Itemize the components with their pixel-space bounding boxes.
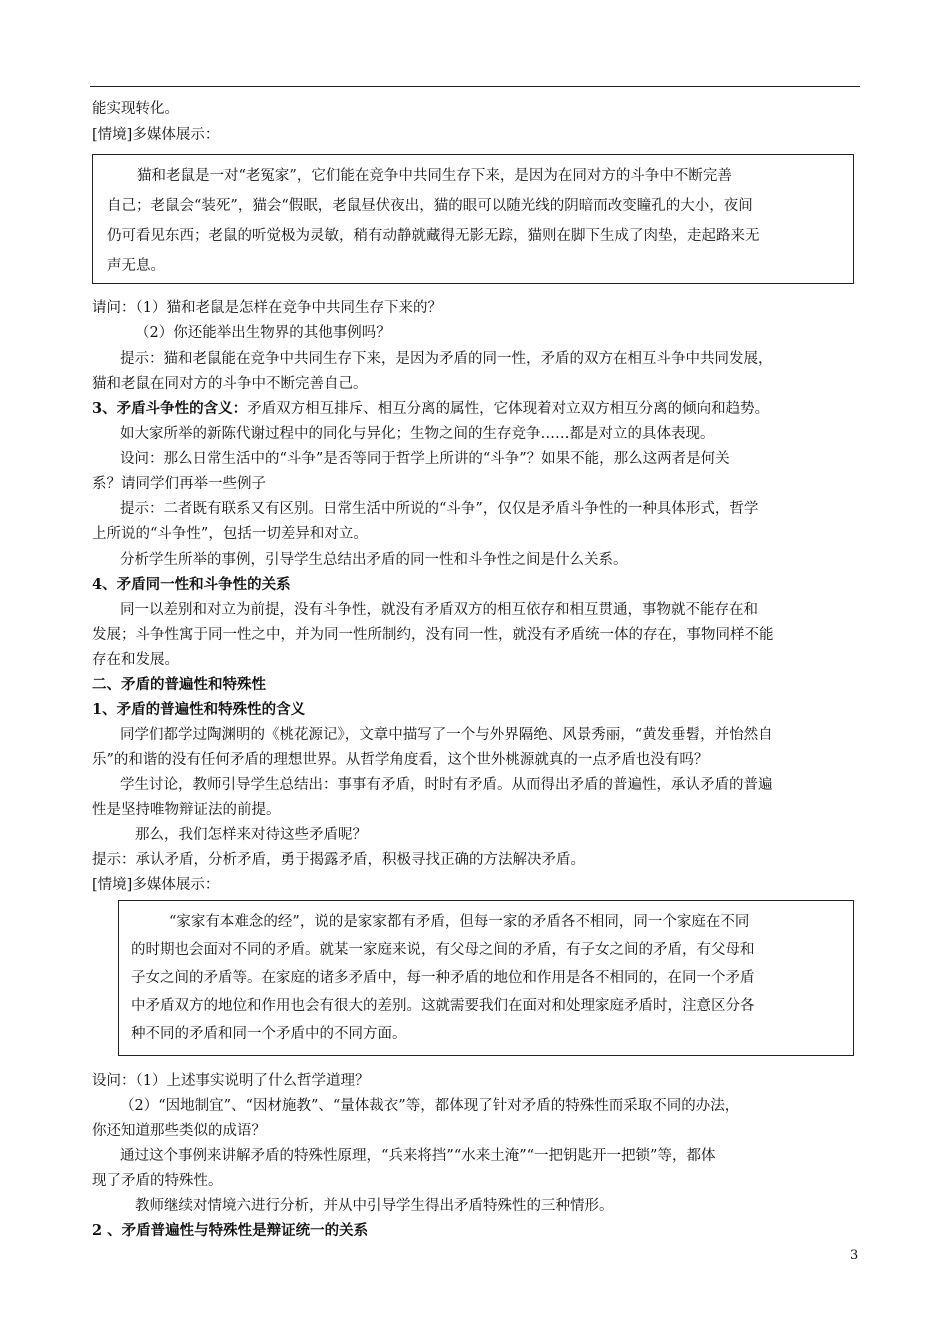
box-line: 自己；老鼠会“装死”，猫会“假眠，老鼠昼伏夜出，猫的眼可以随光线的阴暗而改变瞳孔的大小，夜间 <box>107 198 753 214</box>
section-heading: 3、矛盾斗争性的含义： <box>92 400 248 417</box>
text-line: 同一以差别和对立为前提，没有斗争性，就没有矛盾双方的相互依存和相互贯通，事物就不能存在和 <box>120 602 758 618</box>
text-line: 发展；斗争性寓于同一性之中，并为同一性所制约，没有同一性，就没有矛盾统一体的存在，事物同样不能 <box>92 627 774 643</box>
scenario-box-2 <box>118 900 854 1056</box>
text-line: 同学们都学过陶渊明的《桃花源记》，文章中描写了一个与外界隔绝、风景秀丽，“黄发垂髫，并怡然自 <box>120 727 773 743</box>
section-heading: 2 、矛盾普遍性与特殊性是辩证统一的关系 <box>92 1222 369 1239</box>
text-line: 那么，我们怎样来对待这些矛盾呢？ <box>135 827 367 843</box>
box-line: 中矛盾双方的地位和作用也会有很大的差别。这就需要我们在面对和处理家庭矛盾时，注意区分各 <box>131 998 755 1014</box>
header-rule <box>90 86 860 87</box>
text-line: 存在和发展。 <box>92 652 179 668</box>
text-line: [情境]多媒体展示： <box>92 127 220 143</box>
box-line: 仍可看见东西；老鼠的听觉极为灵敏，稍有动静就藏得无影无踪，猫则在脚下生成了肉垫，走起路来无 <box>107 228 760 244</box>
box-line: 的时期也会面对不同的矛盾。就某一家庭来说，有父母之间的矛盾，有子女之间的矛盾，有父母和 <box>131 942 755 958</box>
text-line: 通过这个事例来讲解矛盾的特殊性原理，“兵来将挡”“水来土淹”“一把钥匙开一把锁”等，都体 <box>120 1148 716 1164</box>
definition-text: 矛盾双方相互排斥、相互分离的属性，它体现着对立双方相互分离的倾向和趋势。 <box>247 401 770 417</box>
section-heading: 二、矛盾的普遍性和特殊性 <box>92 676 266 693</box>
box-line: “家家有本难念的经”，说的是家家都有矛盾，但每一家的矛盾各不相同，同一个家庭在不同 <box>169 914 750 930</box>
scenario-box-1 <box>92 154 854 284</box>
text-line: 能实现转化。 <box>92 101 179 117</box>
text-line: 设问：（1）上述事实说明了什么哲学道理？ <box>92 1073 370 1089</box>
box-line: 猫和老鼠是一对“老冤家”，它们能在竞争中共同生存下来，是因为在同对方的斗争中不断完善 <box>137 168 732 184</box>
text-line: [情境]多媒体展示： <box>92 877 220 893</box>
text-line: 学生讨论，教师引导学生总结出：事事有矛盾，时时有矛盾。从而得出矛盾的普遍性，承认矛盾的普遍 <box>120 777 773 793</box>
text-line: 乐”的和谐的没有任何矛盾的理想世界。从哲学角度看，这个世外桃源就真的一点矛盾也没有吗？ <box>92 752 709 768</box>
text-line: 你还知道那些类似的成语？ <box>92 1123 266 1139</box>
text-line <box>92 398 858 420</box>
text-line: 分析学生所举的事例，引导学生总结出矛盾的同一性和斗争性之间是什么关系。 <box>120 552 628 568</box>
box-line: 种不同的矛盾和同一个矛盾中的不同方面。 <box>131 1026 407 1042</box>
text-line: 现了矛盾的特殊性。 <box>92 1173 223 1189</box>
box-line: 声无息。 <box>107 258 165 274</box>
text-line: 性是坚持唯物辩证法的前提。 <box>92 802 281 818</box>
text-line: 请问：（1）猫和老鼠是怎样在竞争中共同生存下来的？ <box>92 300 442 316</box>
text-line: 上所说的“斗争性”，包括一切差异和对立。 <box>92 526 368 542</box>
section-heading: 4、矛盾同一性和斗争性的关系 <box>92 576 291 593</box>
text-line: 猫和老鼠在同对方的斗争中不断完善自己。 <box>92 376 368 392</box>
box-line: 子女之间的矛盾等。在家庭的诸多矛盾中，每一种矛盾的地位和作用是各不相同的，在同一个矛盾 <box>131 970 755 986</box>
text-line: 提示：二者既有联系又有区别。日常生活中所说的“斗争”，仅仅是矛盾斗争性的一种具体形式，哲学 <box>120 501 759 517</box>
text-line: （2）你还能举出生物界的其他事例吗？ <box>135 325 391 341</box>
text-line: 系？请同学们再举一些例子 <box>92 476 266 492</box>
page-number: 3 <box>850 1248 859 1263</box>
text-line: 提示：承认矛盾，分析矛盾，勇于揭露矛盾，积极寻找正确的方法解决矛盾。 <box>92 852 585 868</box>
text-line: （2）“因地制宜”、“因材施教”、“量体裁衣”等，都体现了针对矛盾的特殊性而采取不同的办法， <box>120 1098 740 1114</box>
text-line: 提示：猫和老鼠能在竞争中共同生存下来，是因为矛盾的同一性，矛盾的双方在相互斗争中共同发展， <box>120 351 773 367</box>
section-heading: 1、矛盾的普遍性和特殊性的含义 <box>92 701 306 718</box>
text-line: 教师继续对情境六进行分析，并从中引导学生得出矛盾特殊性的三种情形。 <box>135 1198 614 1214</box>
text-line: 如大家所举的新陈代谢过程中的同化与异化；生物之间的生存竞争……都是对立的具体表现。 <box>120 426 715 442</box>
text-line: 设问：那么日常生活中的“斗争”是否等同于哲学上所讲的“斗争”？如果不能，那么这两者是何关 <box>120 451 730 467</box>
